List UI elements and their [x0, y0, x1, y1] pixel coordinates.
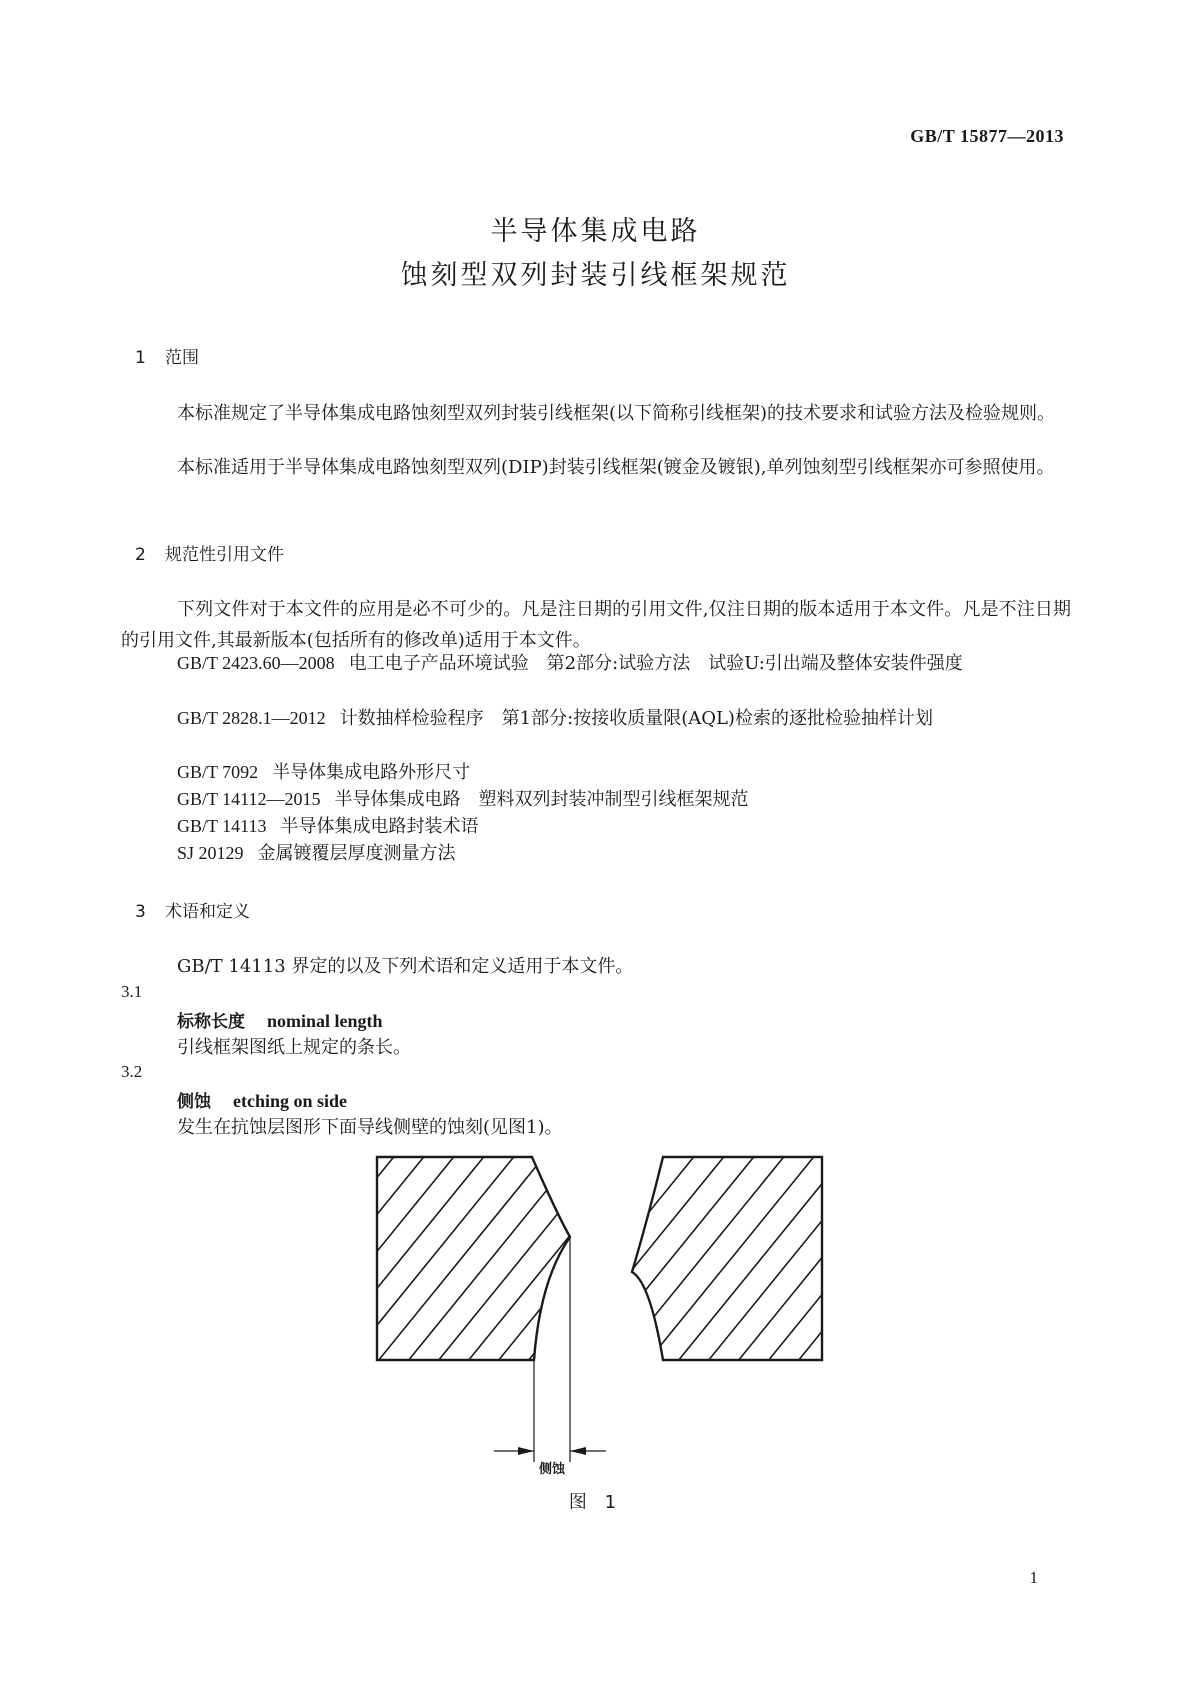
dimension-arrow-right	[570, 1447, 586, 1455]
standard-number: GB/T 15877—2013	[910, 126, 1064, 146]
section-2-title: 规范性引用文件	[165, 545, 284, 565]
reference-title: 半导体集成电路外形尺寸	[272, 762, 471, 783]
term-definition: 引线框架图纸上规定的条长。	[177, 1037, 411, 1058]
section-2-intro: 下列文件对于本文件的应用是必不可少的。凡是注日期的引用文件,仅注日期的版本适用于本文件。凡是不注日期的引用文件,其最新版本(包括所有的修改单)适用于本文件。	[121, 599, 1071, 651]
section-1-para-2: 本标准适用于半导体集成电路蚀刻型双列(DIP)封装引线框架(镀金及镀银),单列蚀刻型引线框架亦可参照使用。	[177, 457, 1055, 478]
reference-code: GB/T 14113	[177, 816, 267, 836]
term-number: 3.1	[121, 982, 143, 1001]
term-english: nominal length	[267, 1011, 383, 1031]
title-line-2: 蚀刻型双列封装引线框架规范	[400, 260, 791, 291]
term-number: 3.2	[121, 1062, 143, 1081]
section-1-para-1: 本标准规定了半导体集成电路蚀刻型双列封装引线框架(以下简称引线框架)的技术要求和试验方法及检验规则。	[177, 403, 1056, 424]
section-3-number: 3	[135, 902, 146, 922]
reference-code: SJ 20129	[177, 843, 244, 863]
left-conductor-outline	[377, 1157, 570, 1360]
reference-title: 电工电子产品环境试验 第2部分:试验方法 试验U:引出端及整体安装件强度	[348, 653, 963, 674]
term-chinese: 侧蚀	[177, 1092, 211, 1112]
left-conductor-hatch	[120, 1100, 800, 1420]
term-english: etching on side	[233, 1091, 348, 1111]
section-1-title: 范围	[165, 348, 199, 368]
reference-title: 金属镀覆层厚度测量方法	[257, 843, 456, 864]
reference-title: 计数抽样检验程序 第1部分:按接收质量限(AQL)检索的逐批检验抽样计划	[339, 708, 933, 729]
title-line-1: 半导体集成电路	[490, 216, 701, 247]
section-1-number: 1	[135, 348, 146, 368]
section-3-title: 术语和定义	[165, 902, 250, 922]
section-2-number: 2	[135, 545, 146, 565]
dimension-label: 侧蚀	[538, 1462, 566, 1477]
reference-code: GB/T 2828.1—2012	[177, 708, 326, 728]
reference-code: GB/T 2423.60—2008	[177, 653, 335, 673]
section-3-intro: GB/T 14113 界定的以及下列术语和定义适用于本文件。	[177, 956, 634, 977]
figure-caption: 图 1	[568, 1492, 623, 1513]
term-chinese: 标称长度	[177, 1012, 245, 1032]
term-definition: 发生在抗蚀层图形下面导线侧壁的蚀刻(见图1)。	[177, 1117, 563, 1138]
dimension-arrow-left	[518, 1447, 534, 1455]
right-conductor-hatch	[480, 1100, 1040, 1420]
reference-title: 半导体集成电路封装术语	[280, 816, 479, 837]
reference-code: GB/T 7092	[177, 762, 259, 782]
reference-title: 半导体集成电路 塑料双列封装冲制型引线框架规范	[334, 789, 749, 810]
reference-code: GB/T 14112—2015	[177, 789, 321, 809]
page-number: 1	[1029, 1568, 1038, 1587]
